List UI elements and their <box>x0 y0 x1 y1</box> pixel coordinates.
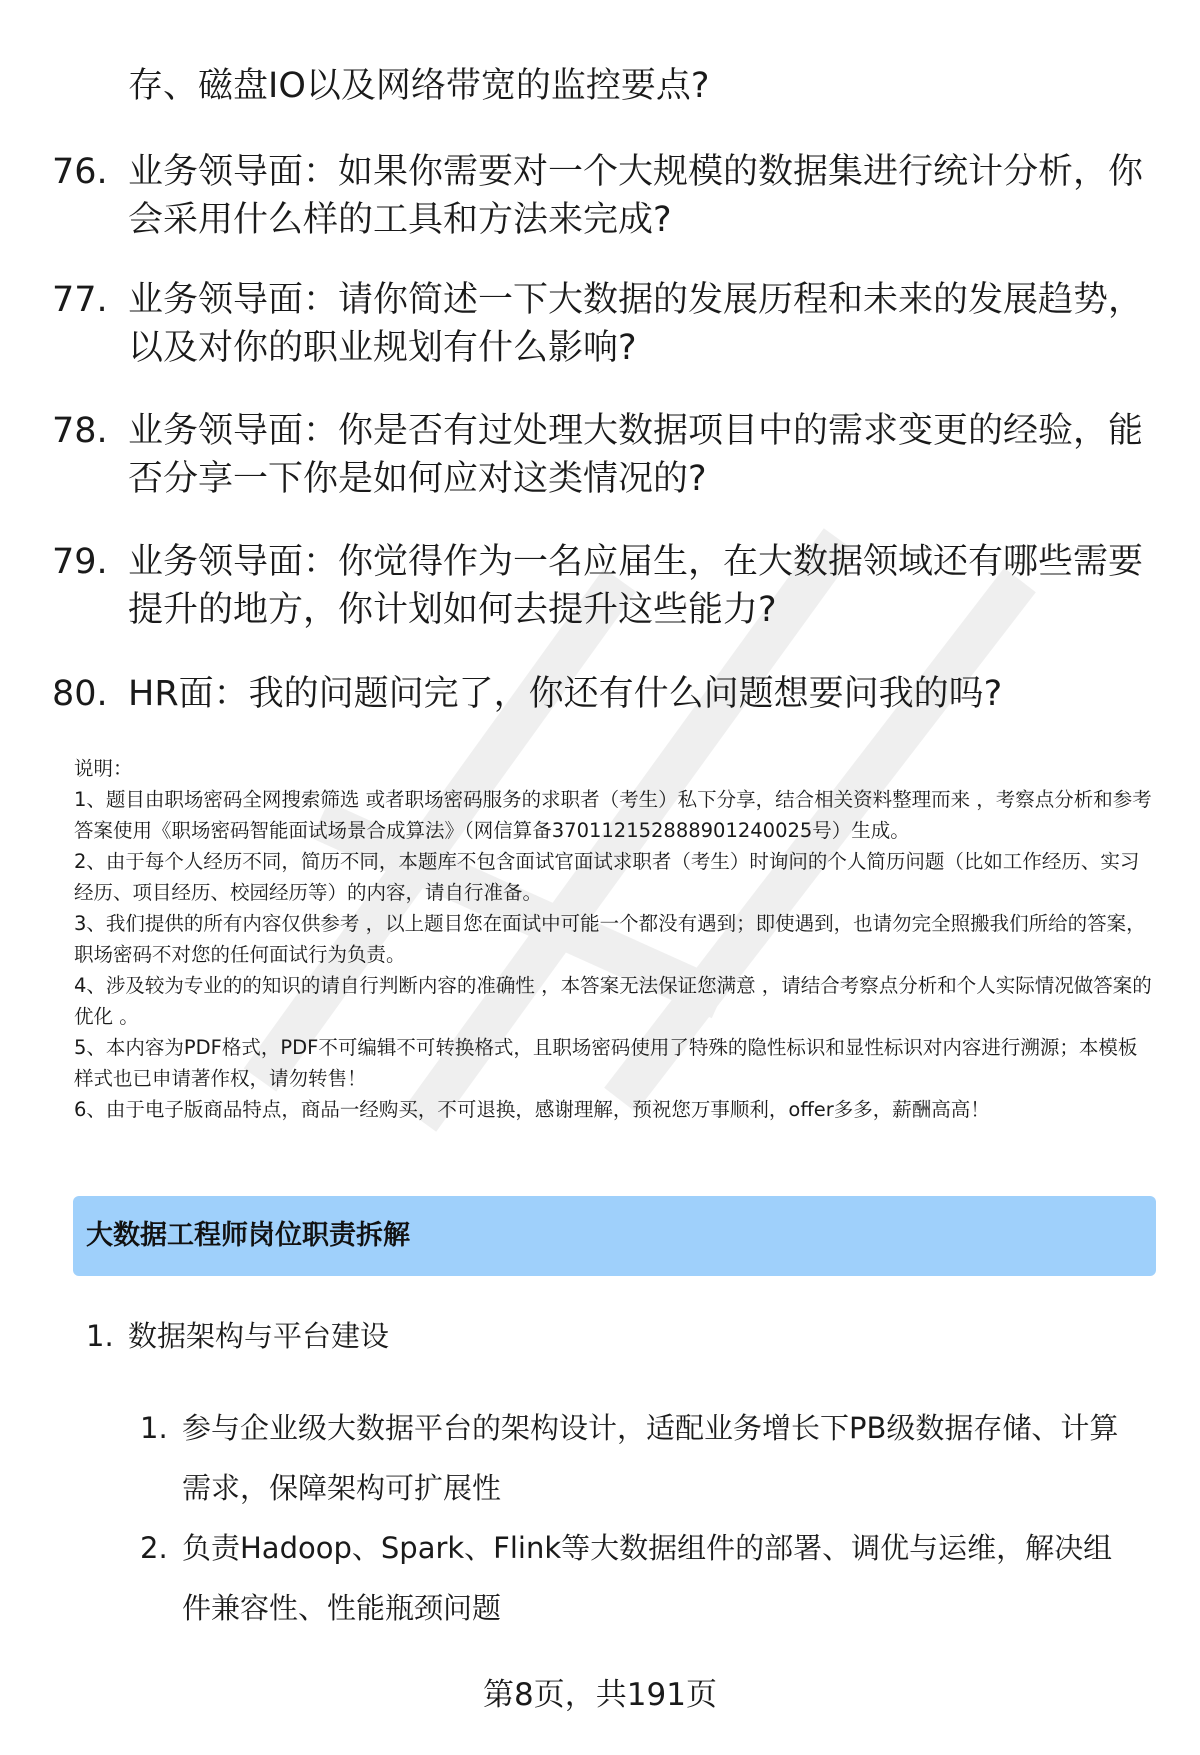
duty-item-number: 1. <box>140 1411 168 1445</box>
question-continuation: 存、磁盘IO以及网络带宽的监控要点? <box>128 66 710 106</box>
question-number: 79. <box>52 542 108 582</box>
note-item: 2、由于每个人经历不同，简历不同，本题库不包含面试官面试求职者（考生）时询问的个人简历问题（比如工作经历、实习经历、项目经历、校园经历等）的内容，请自行准备。 <box>74 850 1140 904</box>
question-text: 业务领导面：如果你需要对一个大规模的数据集进行统计分析，你会采用什么样的工具和方法来完成? <box>128 152 1144 240</box>
question-item <box>52 276 1162 372</box>
note-item: 4、涉及较为专业的的知识的请自行判断内容的准确性 ，本答案无法保证您满意 ，请结合考察点分析和个人实际情况做答案的优化 。 <box>74 974 1152 1028</box>
duty-category-number: 1. <box>86 1319 114 1353</box>
duty-item-number: 2. <box>140 1531 168 1565</box>
question-text: HR面：我的问题问完了，你还有什么问题想要问我的吗? <box>128 674 1003 714</box>
question-item <box>52 670 1162 718</box>
duty-item <box>140 1398 1140 1518</box>
question-text: 业务领导面：你是否有过处理大数据项目中的需求变更的经验，能否分享一下你是如何应对这类情况的? <box>128 411 1144 499</box>
question-text: 业务领导面：你觉得作为一名应届生，在大数据领域还有哪些需要提升的地方，你计划如何去提升这些能力? <box>128 542 1144 630</box>
duty-category <box>86 1314 389 1358</box>
question-number: 80. <box>52 674 108 714</box>
section-title: 大数据工程师岗位职责拆解 <box>86 1220 410 1251</box>
question-number: 78. <box>52 411 108 451</box>
question-item <box>52 148 1162 244</box>
note-item: 3、我们提供的所有内容仅供参考 ，以上题目您在面试中可能一个都没有遇到；即使遇到，也请勿完全照搬我们所给的答案，职场密码不对您的任何面试行为负责。 <box>74 912 1146 966</box>
section-header <box>73 1196 1156 1276</box>
question-item <box>52 538 1162 634</box>
note-item: 5、本内容为PDF格式，PDF不可编辑不可转换格式，且职场密码使用了特殊的隐性标识和显性标识对内容进行溯源；本模板样式也已申请著作权，请勿转售！ <box>74 1036 1138 1090</box>
question-text: 业务领导面：请你简述一下大数据的发展历程和未来的发展趋势，以及对你的职业规划有什么影响? <box>128 280 1144 368</box>
duty-category-label: 数据架构与平台建设 <box>128 1319 390 1353</box>
notes-title: 说明： <box>74 757 133 780</box>
note-item: 1、题目由职场密码全网搜索筛选 或者职场密码服务的求职者（考生）私下分享，结合相关资料整理而来 ，考察点分析和参考答案使用《职场密码智能面试场景合成算法》（网信算备370112152888901240025号）生成。 <box>74 788 1152 842</box>
page-footer: 第8页，共191页 <box>483 1677 717 1713</box>
duty-item <box>140 1518 1140 1638</box>
question-number: 77. <box>52 280 108 320</box>
note-item: 6、由于电子版商品特点，商品一经购买，不可退换，感谢理解，预祝您万事顺利，offer多多，薪酬高高！ <box>74 1098 990 1121</box>
question-item <box>52 407 1162 503</box>
duty-item-text: 负责Hadoop、Spark、Flink等大数据组件的部署、调优与运维，解决组件兼容性、性能瓶颈问题 <box>182 1531 1113 1625</box>
question-number: 76. <box>52 152 108 192</box>
disclaimer-notes <box>74 753 1154 1125</box>
duty-item-text: 参与企业级大数据平台的架构设计，适配业务增长下PB级数据存储、计算需求，保障架构可扩展性 <box>182 1411 1119 1505</box>
